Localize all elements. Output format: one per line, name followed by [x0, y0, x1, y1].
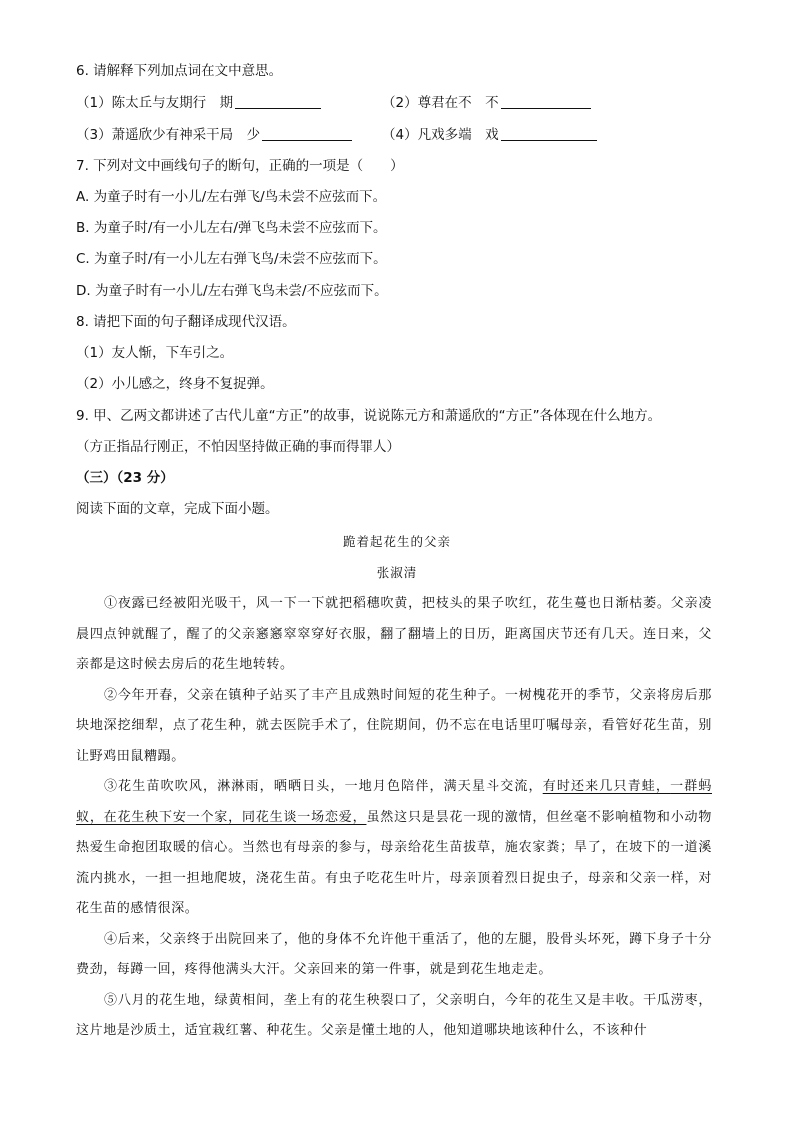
section-instruction: 阅读下面的文章，完成下面小题。 [76, 501, 279, 517]
article-paragraph-2: ②今年开春，父亲在镇种子站买了丰产且成熟时间短的花生种子。一树槐花开的季节，父亲将房后那块地深挖细犁，点了花生种，就去医院手术了，住院期间，仍不忘在电话里叮嘱母亲，看管好花生苗，别让野鸡田鼠糟蹋。 [76, 687, 712, 764]
paragraph-3-text-c: 虽然这只是昙花一现的激情，但丝毫不影响植物和小动物热爱生命抱团取暖的信心。当然也有母亲的参与，母亲给花生苗拔草，施农家粪；旱了，在坡下的一道溪流内挑水，一担一担地爬坡，浇花生苗。有虫子吃花生叶片，母亲顶着烈日捉虫子，母亲和父亲一样，对花生苗的感情很深。 [76, 809, 712, 916]
question-6-item-1 [76, 94, 321, 112]
article-paragraph-5: ⑤八月的花生地，绿黄相间，垄上有的花生秧裂口了，父亲明白，今年的花生又是丰收。干瓜涝枣，这片地是沙质土，适宜栽红薯、种花生。父亲是懂土地的人，他知道哪块地该种什么，不该种什 [76, 992, 712, 1038]
question-8-stem: 8. 请把下面的句子翻译成现代汉语。 [76, 314, 296, 330]
article-title: 跪着起花生的父亲 [342, 534, 451, 549]
question-6-item-3-text: （3）萧遥欣少有神采干局 少 [76, 127, 261, 143]
question-6-stem: 6. 请解释下列加点词在文中意思。 [76, 63, 283, 79]
answer-blank[interactable] [262, 126, 352, 141]
article-author: 张淑清 [376, 565, 418, 580]
question-8-item-2: （2）小儿感之，终身不复捉弹。 [76, 376, 274, 392]
question-7-option-c: C. 为童子时/有一小儿左右弹飞鸟/未尝不应弦而下。 [76, 251, 387, 267]
answer-blank[interactable] [235, 94, 321, 109]
article-paragraph-4: ④后来，父亲终于出院回来了，他的身体不允许他干重活了，他的左腿，股骨头坏死，蹲下身子十分费劲，每蹲一回，疼得他满头大汗。父亲回来的第一件事，就是到花生地走走。 [76, 931, 712, 977]
underlined-sentence-1: 有时还来几只青蛙， [542, 779, 671, 794]
question-6-item-2-text: （2）尊君在不 不 [382, 95, 499, 111]
question-6-item-2 [382, 94, 591, 112]
question-7-option-d: D. 为童子时有一小儿/左右弹飞鸟未尝/不应弦而下。 [76, 283, 388, 299]
article-body [76, 589, 712, 1047]
article-paragraph-3 [76, 772, 712, 925]
question-7-stem: 7. 下列对文中画线句子的断句，正确的一项是（ ） [76, 158, 404, 174]
question-6-item-1-text: （1）陈太丘与友期行 期 [76, 95, 234, 111]
question-8-item-1: （1）友人惭，下车引之。 [76, 345, 234, 361]
answer-blank[interactable] [501, 126, 597, 141]
question-6-item-4-text: （4）凡戏多端 戏 [382, 127, 499, 143]
article-paragraph-1: ①夜露已经被阳光吸干，风一下一下就把稻穗吹黄，把枝头的果子吹红，花生蔓也日渐枯萎。父亲凌晨四点钟就醒了，醒了的父亲窸窸窣窣穿好衣服，翻了翻墙上的日历，距离国庆节还有几天。连日来，父亲都是这时候去房后的花生地转转。 [76, 596, 712, 672]
question-7-option-a: A. 为童子时有一小儿/左右弹飞/鸟未尝不应弦而下。 [76, 189, 387, 205]
question-9-note: （方正指品行刚正，不怕因坚持做正确的事而得罪人） [76, 439, 400, 455]
question-7-option-b: B. 为童子时/有一小儿左右/弹飞鸟未尝不应弦而下。 [76, 220, 387, 236]
question-6-item-4 [382, 126, 597, 144]
question-9-stem: 9. 甲、乙两文都讲述了古代儿童“方正”的故事，说说陈元方和萧遥欣的“方正”各体现在什么地方。 [76, 408, 662, 424]
paragraph-3-text-a: ③花生苗吹吹风，淋淋雨，晒晒日头，一地月色陪伴，满天星斗交流， [104, 779, 543, 794]
section-heading: （三）（23 分） [76, 470, 174, 486]
answer-blank[interactable] [501, 94, 591, 109]
underlined-sentence-2: 一群蚂蚁，在花生秧下安一个家，同花生谈一场恋爱， [76, 779, 712, 825]
question-6-item-3 [76, 126, 352, 144]
